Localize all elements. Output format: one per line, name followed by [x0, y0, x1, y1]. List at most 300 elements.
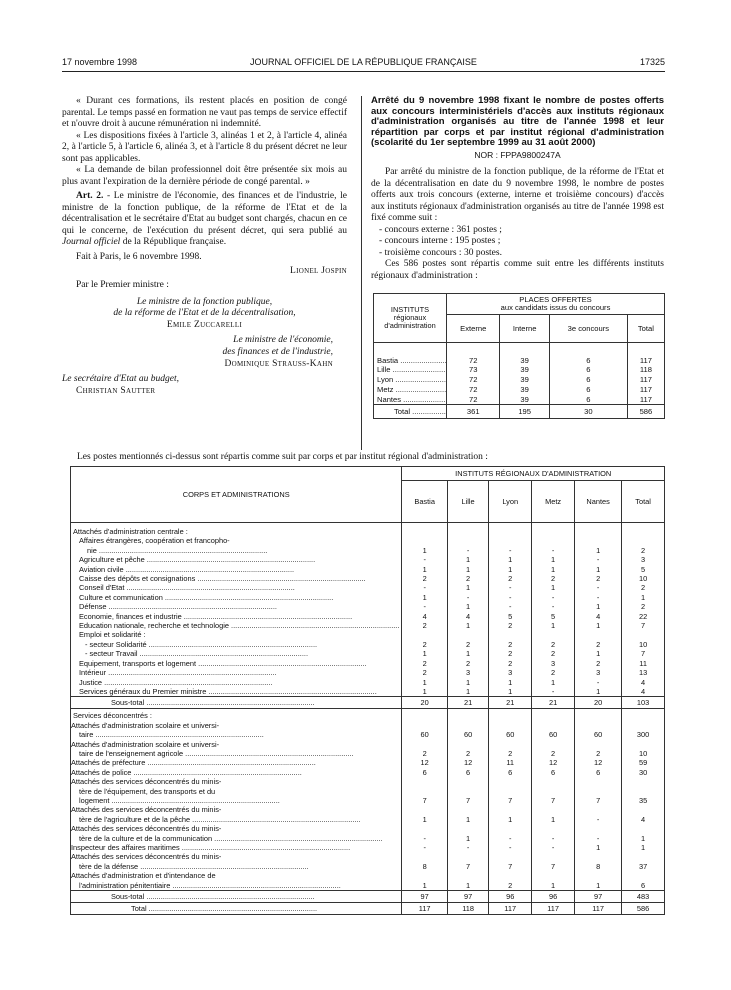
header-journal-title: JOURNAL OFFICIEL DE LA RÉPUBLIQUE FRANÇAISE: [250, 57, 477, 67]
table-cell: 1: [447, 805, 488, 824]
label-line: Attachés des services déconcentrés du minis-: [71, 852, 222, 862]
label-line: - secteur Travail .....: [85, 649, 399, 658]
table-cell: -: [489, 602, 532, 611]
paragraph: « Les dispositions fixées à l'article 3, alinéas 1 et 2, à l'article 4, alinéa 2, à l'article 5, à l'article 6, alinéa 3, et à l'article 8 du présent décret ne leur sont pas applicables.: [62, 130, 347, 164]
label-line: Caisse des dépôts et consignations .....: [79, 574, 399, 583]
label-line: tère de la défense .....: [71, 862, 399, 871]
table-row: [71, 659, 665, 668]
column-header: Bastia: [402, 481, 448, 523]
table-cell: 4: [622, 678, 665, 687]
table-cell: 2: [402, 668, 448, 677]
table-cell: 1: [447, 687, 488, 697]
table-cell: 96: [532, 891, 575, 903]
table-cell: 13: [622, 668, 665, 677]
signatory-pm: Lionel Jospin: [290, 266, 347, 276]
table-cell: 30: [622, 768, 665, 777]
table-cell: 6: [549, 375, 627, 385]
table-cell: 37: [622, 852, 665, 871]
table-cell: 1: [447, 565, 488, 574]
row-label: Lyon .....: [374, 375, 447, 385]
row-label: [71, 871, 402, 890]
table-cell: 11: [489, 758, 532, 767]
table-cell: 39: [500, 343, 549, 365]
table-cell: -: [532, 843, 575, 852]
table-row: [71, 583, 665, 592]
signature-place-date: Fait à Paris, le 6 novembre 1998.: [76, 251, 202, 262]
table-row: [71, 565, 665, 574]
table-cell: 2: [532, 574, 575, 583]
row-label: Nantes .....: [374, 395, 447, 405]
table-row: [374, 395, 665, 405]
label-line: l'administration pénitentiaire .....: [71, 881, 399, 890]
table-cell: 22: [622, 612, 665, 621]
section-title: Services déconcentrés :: [73, 711, 152, 721]
table-cell: 12: [575, 758, 622, 767]
table-header: INSTITUTS régionaux d'administration: [384, 305, 436, 330]
table-cell: 483: [622, 891, 665, 903]
table-row: [71, 621, 665, 630]
table-cell: 72: [447, 343, 500, 365]
table-cell: 10: [622, 630, 665, 649]
header-date: 17 novembre 1998: [62, 57, 138, 67]
row-label: Metz .....: [374, 385, 447, 395]
table-row: [71, 843, 665, 852]
label-line: Attachés de police .....: [71, 768, 399, 777]
page-header: [62, 57, 665, 71]
table-cell: 1: [489, 565, 532, 574]
left-column: [62, 96, 347, 398]
paragraph: « La demande de bilan professionnel doit être présentée six mois au plus avant l'expiration de la dernière période de congé parental. »: [62, 165, 347, 187]
table-cell: 8: [575, 852, 622, 871]
table-cell: 2: [575, 574, 622, 583]
label-line: Culture et communication .....: [79, 593, 399, 602]
table-cell: 1: [532, 678, 575, 687]
table-cell: 3: [532, 659, 575, 668]
table-row: [71, 824, 665, 843]
table-cell: 361: [447, 405, 500, 419]
table-cell: 4: [622, 687, 665, 697]
header-page-number: 17325: [639, 57, 665, 67]
table-cell: 97: [447, 891, 488, 903]
table-cell: 2: [575, 659, 622, 668]
table-row: [71, 649, 665, 658]
table-cell: 1: [489, 805, 532, 824]
table-cell: 1: [575, 871, 622, 890]
label-line: - secteur Solidarité .....: [85, 640, 399, 649]
paragraph: Ces 586 postes sont répartis comme suit entre les différents instituts régionaux d'administration :: [371, 259, 664, 281]
table-cell: 6: [447, 768, 488, 777]
table-header: PLACES OFFERTES aux candidats issus du concours: [447, 294, 665, 315]
table-cell: 1: [489, 555, 532, 564]
table-cell: 2: [489, 649, 532, 658]
table-cell: 12: [447, 758, 488, 767]
table-cell: 2: [532, 740, 575, 759]
table-cell: 117: [402, 903, 448, 915]
table-cell: 2: [402, 740, 448, 759]
table-cell: 7: [402, 777, 448, 805]
table-cell: 117: [627, 385, 664, 395]
table-cell: 7: [622, 621, 665, 630]
table-cell: 7: [622, 649, 665, 658]
label-line: Services généraux du Premier ministre .....: [79, 687, 399, 696]
table-cell: 2: [447, 630, 488, 649]
places-table: [373, 293, 665, 419]
table-cell: 72: [447, 375, 500, 385]
distribution-table: [70, 466, 665, 915]
table-cell: 6: [402, 768, 448, 777]
table-cell: 1: [402, 536, 448, 555]
table-cell: 2: [447, 574, 488, 583]
row-label: [71, 612, 402, 621]
table-row: [71, 687, 665, 697]
table-cell: 586: [622, 903, 665, 915]
label-line: Attachés des services déconcentrés du minis-: [71, 805, 222, 815]
table-cell: 1: [447, 555, 488, 564]
table-cell: 1: [575, 536, 622, 555]
table-cell: -: [447, 536, 488, 555]
table-cell: 59: [622, 758, 665, 767]
table-cell: 1: [622, 593, 665, 602]
table-cell: 12: [532, 758, 575, 767]
table-header: INSTITUTS RÉGIONAUX D'ADMINISTRATION: [402, 467, 665, 481]
table-cell: 2: [402, 621, 448, 630]
table-cell: 2: [532, 630, 575, 649]
table-cell: 1: [532, 555, 575, 564]
table-cell: 2: [402, 659, 448, 668]
table-cell: 2: [575, 740, 622, 759]
table-cell: 35: [622, 777, 665, 805]
table-row: [71, 574, 665, 583]
row-label: [71, 583, 402, 592]
table-cell: 195: [500, 405, 549, 419]
table-cell: 1: [489, 687, 532, 697]
table-cell: 10: [622, 574, 665, 583]
table-cell: 72: [447, 395, 500, 405]
row-label: [71, 565, 402, 574]
row-label: [71, 740, 402, 759]
table-cell: -: [532, 593, 575, 602]
table-row: [71, 777, 665, 805]
column-header: 3e concours: [549, 315, 627, 343]
column-header: Lyon: [489, 481, 532, 523]
table-cell: 39: [500, 385, 549, 395]
row-label: [71, 805, 402, 824]
table-cell: 7: [489, 852, 532, 871]
row-label: [71, 721, 402, 740]
table-cell: 1: [447, 824, 488, 843]
row-label: [71, 602, 402, 611]
label-line: tère de l'agriculture et de la pêche .....: [71, 815, 399, 824]
table-cell: 12: [402, 758, 448, 767]
table-row: [71, 740, 665, 759]
row-label: [71, 843, 402, 852]
column-header: Externe: [447, 315, 500, 343]
row-label: [71, 824, 402, 843]
table-cell: -: [447, 843, 488, 852]
table-cell: -: [575, 678, 622, 687]
table-cell: -: [575, 805, 622, 824]
table-row: [71, 555, 665, 564]
table-cell: 1: [402, 687, 448, 697]
table-cell: -: [532, 687, 575, 697]
table-row: [374, 343, 665, 365]
table-cell: 6: [622, 871, 665, 890]
label-line: tère de la culture et de la communication .....: [71, 834, 399, 843]
table-cell: 1: [402, 649, 448, 658]
table-cell: 103: [622, 697, 665, 709]
row-label: Sous-total .....: [71, 697, 402, 709]
table-cell: 6: [575, 768, 622, 777]
table-cell: 1: [575, 621, 622, 630]
column-header: Total: [627, 315, 664, 343]
table-cell: [575, 523, 622, 537]
table-cell: 2: [447, 659, 488, 668]
table-cell: 1: [447, 871, 488, 890]
label-line: Affaires étrangères, coopération et francopho-: [79, 536, 230, 546]
table-cell: 21: [447, 697, 488, 709]
table-cell: 21: [489, 697, 532, 709]
row-label: Total .....: [374, 405, 447, 419]
table-row: [374, 375, 665, 385]
table-cell: 1: [447, 621, 488, 630]
table-cell: 5: [532, 612, 575, 621]
label-line: Inspecteur des affaires maritimes .....: [71, 843, 399, 852]
table-cell: 20: [402, 697, 448, 709]
table-cell: -: [575, 593, 622, 602]
row-label: Bastia .....: [374, 343, 447, 365]
table-cell: -: [402, 602, 448, 611]
total-row: [71, 903, 665, 915]
table-cell: 2: [489, 574, 532, 583]
row-label: [71, 630, 402, 649]
right-column: [371, 96, 664, 282]
table-cell: 2: [489, 871, 532, 890]
label-line: Economie, finances et industrie .....: [79, 612, 399, 621]
table-cell: 1: [532, 805, 575, 824]
table-row: [71, 630, 665, 649]
table-cell: -: [532, 824, 575, 843]
row-label: [71, 555, 402, 564]
column-header: Lille: [447, 481, 488, 523]
row-label: [71, 678, 402, 687]
label-line: Emploi et solidarité :: [79, 630, 146, 640]
table-cell: 30: [549, 405, 627, 419]
table-cell: 1: [532, 583, 575, 592]
table-cell: 3: [622, 555, 665, 564]
table-cell: -: [402, 555, 448, 564]
table-cell: 1: [402, 805, 448, 824]
table-cell: 1: [402, 565, 448, 574]
table-row: [71, 593, 665, 602]
article-label: Art. 2.: [76, 191, 104, 201]
table-cell: -: [575, 555, 622, 564]
list-item: - troisième concours : 30 postes.: [379, 247, 502, 258]
section-title-row: [71, 523, 665, 537]
table-cell: 1: [575, 649, 622, 658]
label-line: Aviation civile .....: [79, 565, 399, 574]
table-cell: 5: [489, 612, 532, 621]
table-cell: 2: [622, 602, 665, 611]
table-cell: 2: [489, 740, 532, 759]
section-title-row: [71, 709, 665, 721]
table-row: [374, 365, 665, 375]
section-title: Attachés d'administration centrale :: [73, 527, 188, 536]
table-cell: 7: [447, 852, 488, 871]
table-cell: [447, 523, 488, 537]
label-line: Education nationale, recherche et technologie .....: [79, 621, 399, 630]
table-cell: -: [532, 536, 575, 555]
table-cell: 3: [575, 668, 622, 677]
table-cell: 2: [622, 536, 665, 555]
table-cell: [532, 709, 575, 721]
row-label: Total .....: [71, 903, 402, 915]
table-cell: [402, 709, 448, 721]
table-row: [71, 758, 665, 767]
table-cell: 6: [549, 343, 627, 365]
label-line: Défense .....: [79, 602, 399, 611]
table-cell: 117: [575, 903, 622, 915]
table-cell: 1: [532, 621, 575, 630]
table-cell: 1: [575, 602, 622, 611]
table2-intro: Les postes mentionnés ci-dessus sont répartis comme suit par corps et par institut régional d'administration :: [77, 452, 488, 462]
table-cell: 1: [575, 565, 622, 574]
table-cell: [447, 709, 488, 721]
table-cell: 2: [622, 583, 665, 592]
table-row: [71, 852, 665, 871]
label-line: Attachés des services déconcentrés du minis-: [71, 824, 222, 834]
table-cell: 60: [447, 721, 488, 740]
table-cell: 8: [402, 852, 448, 871]
row-label: [71, 621, 402, 630]
article-2: Art. 2. - Le ministre de l'économie, des finances et de l'industrie, le ministre de la fonction publique, de la réforme de l'Etat et de la décentralisation et le secrétaire d'Etat au budget sont chargés, chacun en ce qui le concerne, de l'exécution du présent décret, qui sera publié au Journal officiel de la République française.: [62, 191, 347, 247]
table-cell: 11: [622, 659, 665, 668]
paragraph: « Durant ces formations, ils restent placés en position de congé parental. Le temps passé en formation ne vaut pas temps de service effectif et n'ouvre droit à aucune rémunération ni indemnité.: [62, 96, 347, 129]
table-cell: 1: [402, 678, 448, 687]
table-cell: 4: [575, 612, 622, 621]
table-cell: 60: [532, 721, 575, 740]
table-cell: 4: [402, 612, 448, 621]
table-row: [71, 536, 665, 555]
row-label: [71, 649, 402, 658]
table-cell: 1: [447, 602, 488, 611]
table-cell: [489, 523, 532, 537]
table-cell: 6: [532, 768, 575, 777]
table-row: [71, 721, 665, 740]
table-cell: -: [489, 583, 532, 592]
table-cell: 60: [489, 721, 532, 740]
table-cell: 2: [447, 740, 488, 759]
table-cell: [489, 709, 532, 721]
table-cell: 21: [532, 697, 575, 709]
table-cell: 6: [549, 385, 627, 395]
label-line: Attachés d'administration scolaire et universi-: [71, 739, 220, 749]
label-line: Attachés d'administration scolaire et universi-: [71, 720, 220, 730]
table-cell: [575, 709, 622, 721]
table-cell: -: [447, 593, 488, 602]
row-label: [71, 852, 402, 871]
table-row: [71, 871, 665, 890]
table-row: [71, 768, 665, 777]
paragraph: Par arrêté du ministre de la fonction publique, de la réforme de l'Etat et de la décentralisation en date du 9 novembre 1998, le nombre de postes offerts aux trois concours (externe, interne et troisième concours) d'accès aux instituts régionaux d'administration organisés au titre de l'année 1998 est fixé comme suit :: [371, 167, 664, 223]
table-cell: 1: [402, 593, 448, 602]
table-row: [71, 602, 665, 611]
label-line: Attachés d'administration et d'intendance de: [71, 871, 216, 881]
table-cell: 1: [402, 871, 448, 890]
table-cell: 10: [622, 740, 665, 759]
table-cell: 5: [622, 565, 665, 574]
table-cell: -: [489, 536, 532, 555]
secretaire-etat-budget: Le secrétaire d'Etat au budget, Christian Sautter: [62, 374, 179, 397]
table-cell: -: [489, 843, 532, 852]
table-cell: 72: [447, 385, 500, 395]
table-cell: 20: [575, 697, 622, 709]
row-label: [71, 536, 402, 555]
table-cell: -: [489, 824, 532, 843]
column-header: Total: [622, 481, 665, 523]
table-cell: 117: [627, 343, 664, 365]
table-cell: 1: [622, 843, 665, 852]
table-cell: 4: [622, 805, 665, 824]
table-cell: 3: [489, 668, 532, 677]
table-row: [71, 668, 665, 677]
table-cell: 2: [532, 668, 575, 677]
table-cell: 39: [500, 395, 549, 405]
table-cell: [402, 523, 448, 537]
table-cell: 73: [447, 365, 500, 375]
table-cell: [622, 523, 665, 537]
table-cell: 4: [447, 612, 488, 621]
table-cell: 39: [500, 365, 549, 375]
label-line: Attachés des services déconcentrés du minis-: [71, 777, 222, 787]
table-cell: 97: [402, 891, 448, 903]
table-cell: 117: [627, 395, 664, 405]
table-cell: 1: [532, 565, 575, 574]
table-cell: 6: [549, 365, 627, 375]
table-cell: 1: [489, 678, 532, 687]
table-cell: 2: [575, 630, 622, 649]
table-cell: 2: [489, 621, 532, 630]
table-cell: -: [489, 593, 532, 602]
table-cell: 2: [532, 649, 575, 658]
table-cell: 7: [447, 777, 488, 805]
table-cell: 2: [489, 659, 532, 668]
label-line: nie .....: [79, 546, 399, 555]
arrete-title: Arrêté du 9 novembre 1998 fixant le nombre de postes offerts aux concours interministériels d'accès aux instituts régionaux d'administration organisés au titre de l'année 1998 et leur répartition par corps et par institut régional d'administration (scolarité du 1er septembre 1999 au 31 août 2000): [371, 95, 664, 148]
table-cell: 39: [500, 375, 549, 385]
label-line: tère de l'équipement, des transports et du: [79, 786, 216, 796]
table-cell: 117: [627, 375, 664, 385]
par-premier-ministre: Par le Premier ministre :: [76, 279, 169, 290]
label-line: Conseil d'Etat .....: [79, 583, 399, 592]
table-cell: 7: [532, 852, 575, 871]
minister-fonction-publique: Le ministre de la fonction publique, de la réforme de l'Etat et de la décentralisation, Emile Zuccarelli: [113, 296, 296, 331]
table-cell: 117: [489, 903, 532, 915]
table-cell: [532, 523, 575, 537]
table-cell: 7: [532, 777, 575, 805]
table-cell: 60: [575, 721, 622, 740]
table-cell: 7: [489, 777, 532, 805]
table-cell: -: [575, 824, 622, 843]
row-label: [71, 758, 402, 767]
table-cell: 60: [402, 721, 448, 740]
table-cell: [622, 709, 665, 721]
row-label: Sous-total .....: [71, 891, 402, 903]
table-cell: -: [575, 583, 622, 592]
table-header: CORPS ET ADMINISTRATIONS: [71, 467, 402, 523]
table-cell: -: [402, 824, 448, 843]
nor-reference: NOR : FPPA9800247A: [474, 149, 561, 160]
row-label: [71, 768, 402, 777]
